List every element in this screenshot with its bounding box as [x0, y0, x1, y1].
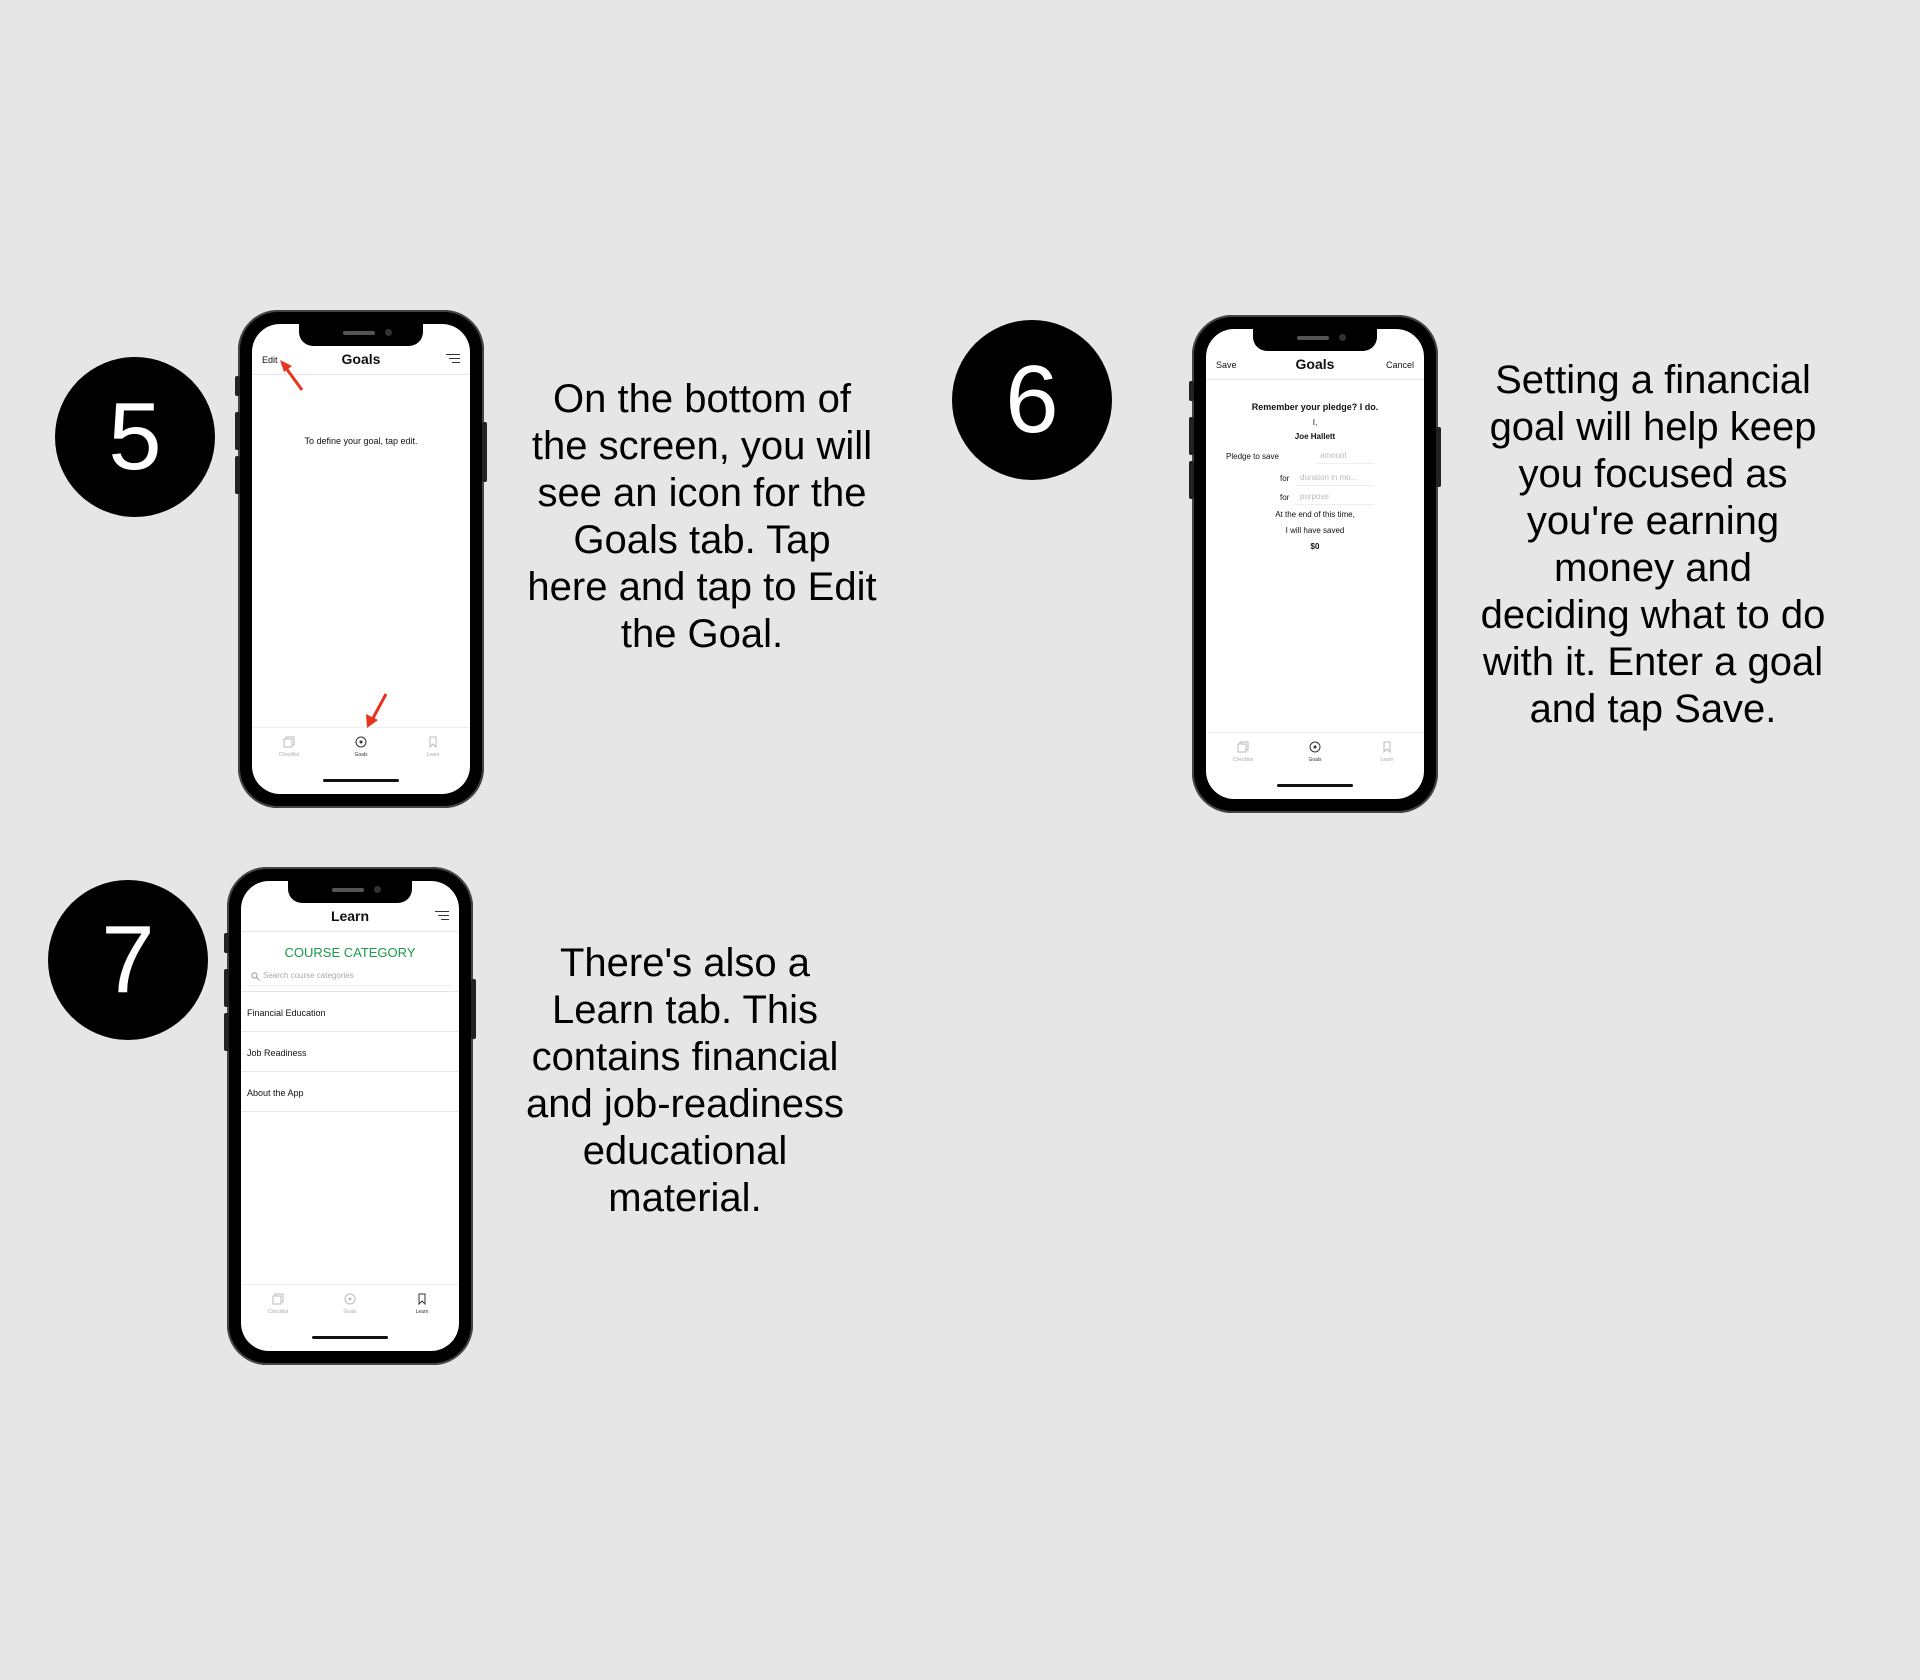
goals-icon [355, 736, 367, 748]
tab-label: Checklist [267, 1309, 289, 1315]
for-label: for [1280, 474, 1290, 483]
home-indicator [323, 779, 399, 782]
tab-label: Checklist [278, 752, 300, 758]
nav-bar [241, 901, 459, 932]
nav-bar [1206, 349, 1424, 380]
tab-checklist[interactable] [259, 736, 319, 758]
tab-bar [252, 727, 470, 794]
category-heading: COURSE CATEGORY [284, 945, 416, 960]
step-7-caption: There's also a Learn tab. This contains financial and job-readiness educational material. [526, 941, 844, 1220]
step-5-badge [55, 357, 215, 517]
phone-screen [241, 881, 459, 1351]
screen-title: Goals [1295, 356, 1335, 372]
saved-amount: $0 [1310, 542, 1320, 551]
step-6-caption: Setting a financial goal will help keep you focused as you're earning money and deciding what to do with it. Enter a goal and tap Save. [1480, 358, 1826, 731]
pledge-label: Pledge to save [1226, 452, 1279, 461]
tab-learn[interactable] [392, 1293, 452, 1315]
home-indicator [312, 1336, 388, 1339]
menu-icon[interactable] [435, 911, 449, 921]
bookmark-icon [427, 736, 439, 748]
step-7-badge [48, 880, 208, 1040]
tab-bar [241, 1284, 459, 1351]
tab-bar [1206, 732, 1424, 799]
goals-icon [1309, 741, 1321, 753]
search-bar[interactable] [249, 969, 451, 986]
cancel-button[interactable]: Cancel [1385, 360, 1414, 370]
pledge-i: I, [1312, 418, 1318, 427]
tab-learn[interactable] [403, 736, 463, 758]
tab-label: Learn [415, 1309, 429, 1315]
home-indicator [1277, 784, 1353, 787]
save-button[interactable]: Save [1216, 360, 1237, 370]
step-number: 5 [108, 383, 162, 490]
bookmark-icon [416, 1293, 428, 1305]
tab-goals[interactable] [320, 1293, 380, 1315]
step-6-badge [952, 320, 1112, 480]
empty-goal-message: To define your goal, tap edit. [304, 436, 418, 446]
search-icon [251, 972, 260, 981]
checklist-icon [1237, 741, 1249, 753]
screen-title: Learn [330, 908, 370, 924]
screen-title: Goals [341, 351, 381, 367]
checklist-icon [272, 1293, 284, 1305]
checklist-icon [283, 736, 295, 748]
saved-text: I will have saved [1285, 526, 1345, 535]
tab-label: Learn [1380, 757, 1394, 763]
phone-screen [1206, 329, 1424, 799]
tab-label: Goals [1308, 757, 1322, 763]
edit-button[interactable]: Edit [262, 355, 278, 365]
tab-label: Checklist [1232, 757, 1254, 763]
tab-label: Learn [426, 752, 440, 758]
tab-label: Goals [354, 752, 368, 758]
tab-label: Goals [343, 1309, 357, 1315]
step-number: 7 [101, 906, 155, 1013]
tab-checklist[interactable] [248, 1293, 308, 1315]
menu-icon[interactable] [446, 354, 460, 364]
tab-goals[interactable] [331, 736, 391, 758]
phone-goals-edit [1192, 315, 1438, 813]
step-number: 6 [1005, 346, 1059, 453]
arrow-icon [364, 692, 394, 728]
phone-learn [227, 867, 473, 1365]
tab-goals[interactable] [1285, 741, 1345, 763]
phone-screen [252, 324, 470, 794]
pledge-heading: Remember your pledge? I do. [1251, 402, 1379, 412]
bookmark-icon [1381, 741, 1393, 753]
course-item[interactable]: Financial Education [241, 992, 459, 1032]
amount-field[interactable]: amount [1316, 449, 1374, 464]
pledger-name: Joe Hallett [1294, 432, 1336, 441]
step-5-caption: On the bottom of the screen, you will see an icon for the Goals tab. Tap here and tap to Edit the Goal. [527, 377, 877, 656]
duration-field[interactable]: duration in mo... [1296, 471, 1374, 486]
course-item[interactable]: Job Readiness [241, 1032, 459, 1072]
end-of-time-text: At the end of this time, [1275, 510, 1355, 519]
purpose-field[interactable]: purpose [1296, 490, 1374, 505]
arrow-icon [278, 360, 308, 394]
goals-icon [344, 1293, 356, 1305]
tab-learn[interactable] [1357, 741, 1417, 763]
search-input[interactable]: Search course categories [263, 971, 354, 980]
for-label: for [1280, 493, 1290, 502]
course-item[interactable]: About the App [241, 1072, 459, 1112]
phone-goals-empty [238, 310, 484, 808]
tab-checklist[interactable] [1213, 741, 1273, 763]
